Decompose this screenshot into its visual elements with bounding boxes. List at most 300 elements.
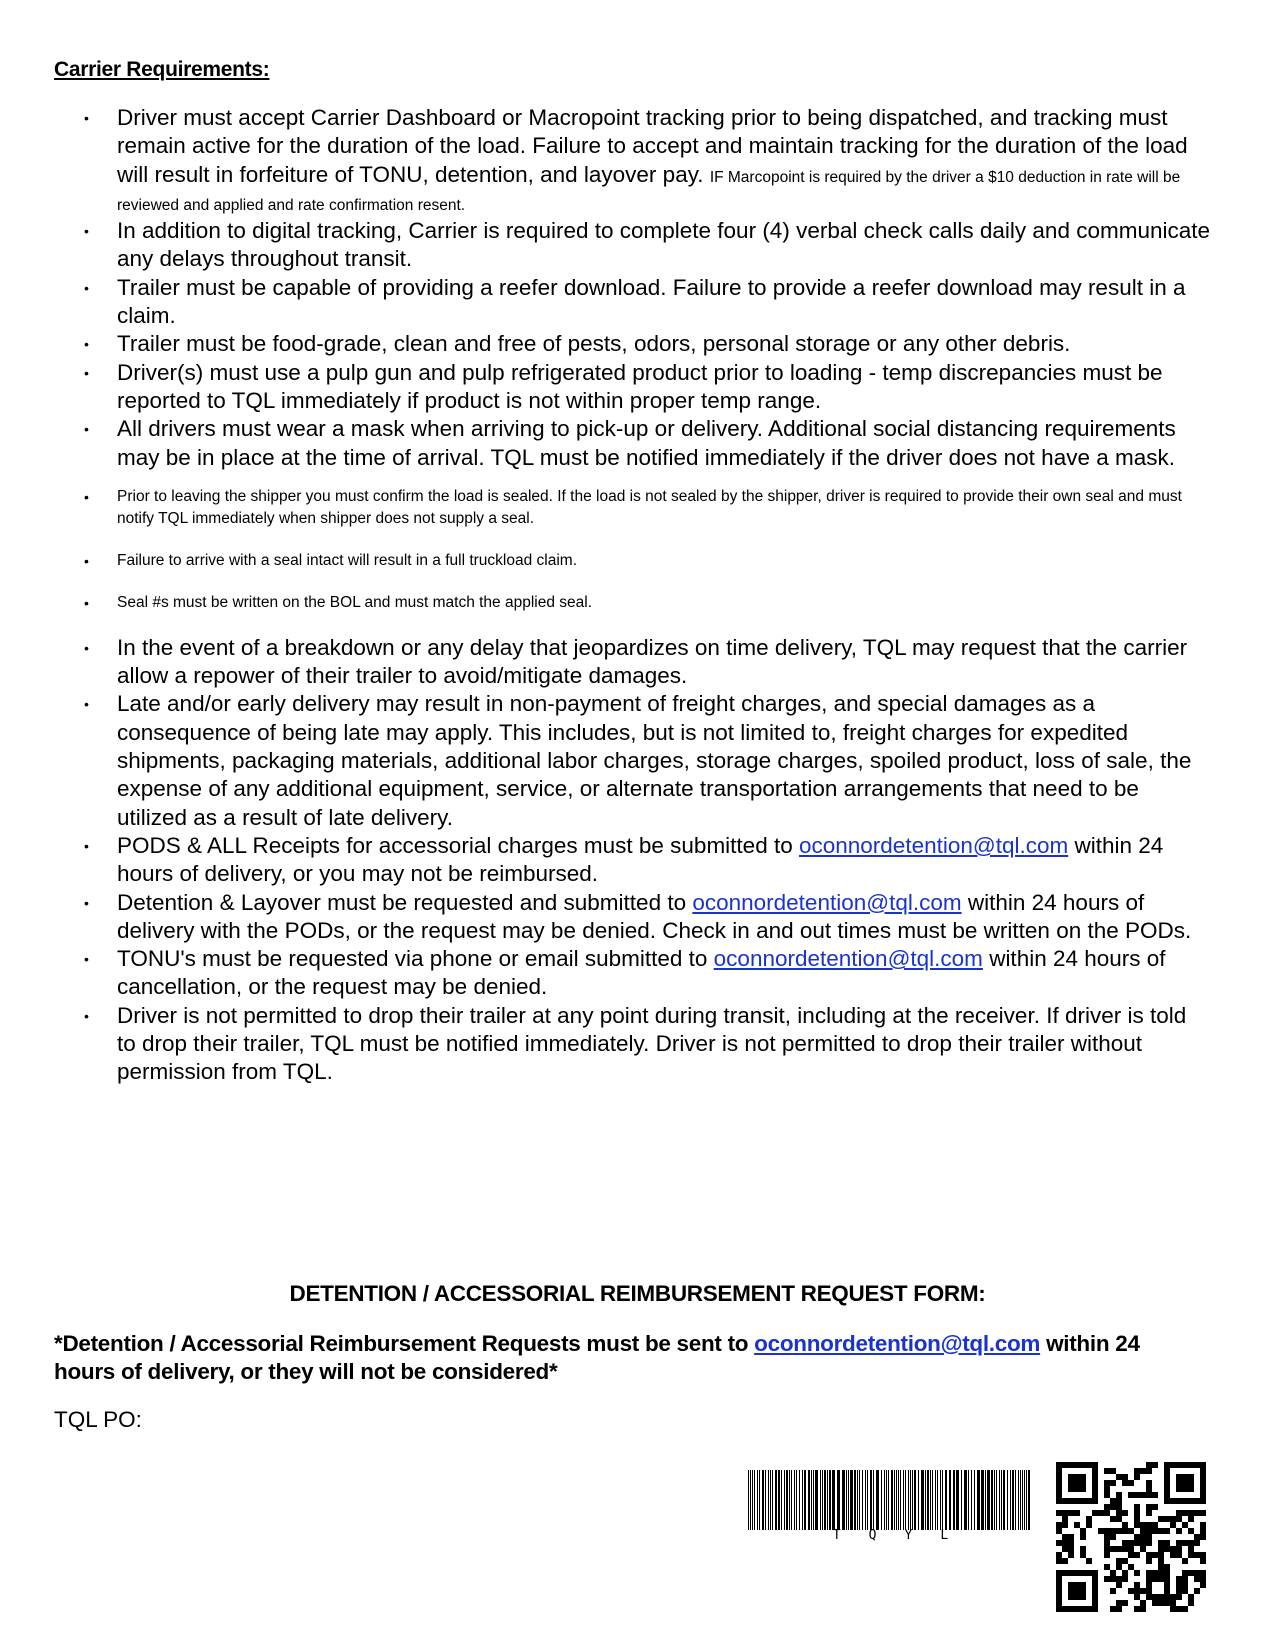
barcode-bar <box>757 1470 758 1530</box>
qr-module <box>1134 1504 1140 1510</box>
barcode-bar <box>772 1470 773 1530</box>
barcode-bar <box>796 1470 797 1530</box>
qr-module <box>1158 1576 1164 1582</box>
list-item: • Seal #s must be written on the BOL and must match the applied seal. <box>0 592 1210 614</box>
barcode-bar <box>808 1470 810 1530</box>
barcode <box>748 1470 1033 1530</box>
qr-module <box>1200 1522 1206 1528</box>
barcode-bar <box>850 1470 853 1530</box>
qr-module <box>1200 1570 1206 1576</box>
qr-module <box>1200 1558 1206 1564</box>
barcode-bar <box>968 1470 969 1530</box>
barcode-bar <box>804 1470 806 1530</box>
qr-module <box>1080 1546 1086 1552</box>
qr-module <box>1200 1576 1206 1582</box>
qr-module <box>1194 1510 1200 1516</box>
barcode-bar <box>949 1470 951 1530</box>
form-note-text: *Detention / Accessorial Reimbursement Requests must be sent to <box>54 1331 755 1356</box>
qr-module <box>1176 1576 1182 1582</box>
qr-module <box>1164 1540 1170 1546</box>
barcode-char: L <box>940 1528 949 1543</box>
requirement-text: TONU's must be requested via phone or email submitted to <box>117 946 714 972</box>
qr-module <box>1116 1528 1122 1534</box>
qr-module <box>1086 1558 1092 1564</box>
qr-module <box>1152 1492 1158 1498</box>
list-item: • Prior to leaving the shipper you must confirm the load is sealed. If the load is not sealed by the shipper, driver is required to provide their own seal and must notify TQL immediately when shipper does not supply a seal. <box>0 486 1210 530</box>
qr-module <box>1164 1516 1170 1522</box>
qr-module <box>1122 1576 1128 1582</box>
barcode-bar <box>894 1470 895 1530</box>
qr-module <box>1140 1468 1146 1474</box>
qr-module <box>1092 1510 1098 1516</box>
barcode-bar <box>996 1470 997 1530</box>
qr-module <box>1062 1522 1068 1528</box>
qr-module <box>1176 1588 1182 1594</box>
barcode-bar <box>770 1470 771 1530</box>
qr-module <box>1122 1474 1128 1480</box>
barcode-bar <box>1026 1470 1027 1530</box>
barcode-bar <box>791 1470 792 1530</box>
barcode-bar <box>1010 1470 1011 1530</box>
qr-module <box>1128 1588 1134 1594</box>
qr-module <box>1164 1528 1170 1534</box>
qr-module <box>1140 1522 1146 1528</box>
qr-module <box>1146 1594 1152 1600</box>
barcode-bar <box>848 1470 849 1530</box>
qr-module <box>1062 1516 1068 1522</box>
email-link[interactable]: oconnordetention@tql.com <box>798 832 1069 858</box>
barcode-bar <box>912 1470 913 1530</box>
qr-module <box>1170 1546 1176 1552</box>
qr-module <box>1152 1570 1158 1576</box>
qr-module <box>1134 1468 1140 1474</box>
qr-module <box>1074 1522 1080 1528</box>
qr-module <box>1110 1570 1116 1576</box>
qr-module <box>1068 1510 1074 1516</box>
qr-module <box>1158 1552 1164 1558</box>
form-note <box>54 1330 1184 1386</box>
qr-module <box>1104 1504 1110 1510</box>
barcode-bar <box>1028 1470 1030 1530</box>
barcode-bar <box>903 1470 904 1530</box>
qr-module <box>1074 1510 1080 1516</box>
list-item: • In addition to digital tracking, Carrier is required to complete four (4) verbal check calls daily and communicate any delays throughout transit. <box>0 217 1210 274</box>
barcode-bar <box>842 1470 845 1530</box>
qr-module <box>1188 1540 1194 1546</box>
qr-module <box>1134 1588 1140 1594</box>
qr-module <box>1200 1552 1206 1558</box>
qr-module <box>1140 1528 1146 1534</box>
qr-module <box>1140 1540 1146 1546</box>
barcode-bar <box>765 1470 766 1530</box>
qr-module <box>1140 1606 1146 1612</box>
qr-module <box>1122 1480 1128 1486</box>
qr-module <box>1176 1510 1182 1516</box>
qr-module <box>1188 1552 1194 1558</box>
barcode-bar <box>859 1470 860 1530</box>
barcode-bar <box>896 1470 897 1530</box>
barcode-bar <box>867 1470 868 1530</box>
barcode-bar <box>884 1470 885 1530</box>
requirement-fine-print: IF Marcopoint is required by the driver a $10 deduction in rate will be reviewed and applied and rate confirmation resent. <box>117 168 1181 214</box>
section-heading: Carrier Requirements: <box>54 58 270 81</box>
barcode-bar <box>898 1470 899 1530</box>
qr-module <box>1194 1588 1200 1594</box>
barcode-bar <box>1018 1470 1019 1530</box>
qr-module <box>1146 1588 1152 1594</box>
qr-module <box>1152 1594 1158 1600</box>
qr-module <box>1170 1516 1176 1522</box>
barcode-bar <box>994 1470 995 1530</box>
qr-module <box>1152 1462 1158 1468</box>
qr-module <box>1176 1516 1182 1522</box>
qr-module <box>1116 1606 1122 1612</box>
barcode-bar <box>846 1470 847 1530</box>
qr-module <box>1110 1480 1116 1486</box>
qr-module <box>1110 1504 1116 1510</box>
barcode-bar <box>786 1470 788 1530</box>
qr-module <box>1170 1522 1176 1528</box>
barcode-bar <box>927 1470 929 1530</box>
qr-module <box>1134 1582 1140 1588</box>
qr-module <box>1056 1540 1062 1546</box>
qr-module <box>1134 1552 1140 1558</box>
qr-module <box>1104 1468 1110 1474</box>
barcode-bar <box>1020 1470 1021 1530</box>
qr-module <box>1140 1600 1146 1606</box>
barcode-bar <box>862 1470 863 1530</box>
barcode-bar <box>981 1470 984 1530</box>
barcode-bar <box>910 1470 911 1530</box>
qr-module <box>1146 1540 1152 1546</box>
qr-module <box>1146 1462 1152 1468</box>
barcode-bar <box>961 1470 962 1530</box>
barcode-bar <box>985 1470 986 1530</box>
list-item <box>0 889 1210 946</box>
qr-module <box>1182 1558 1188 1564</box>
qr-module <box>1158 1558 1164 1564</box>
qr-module <box>1146 1558 1152 1564</box>
list-item <box>0 832 1210 889</box>
barcode-bar <box>905 1470 906 1530</box>
qr-module <box>1164 1588 1170 1594</box>
barcode-bar <box>1012 1470 1014 1530</box>
qr-module <box>1140 1546 1146 1552</box>
barcode-bar <box>935 1470 936 1530</box>
barcode-bar <box>956 1470 959 1530</box>
qr-module <box>1194 1540 1200 1546</box>
barcode-bar <box>977 1470 980 1530</box>
qr-module <box>1146 1552 1152 1558</box>
barcode-bar <box>854 1470 856 1530</box>
qr-module <box>1062 1546 1068 1552</box>
qr-module <box>1188 1516 1194 1522</box>
qr-module <box>1182 1576 1188 1582</box>
requirements-list <box>0 104 1210 1087</box>
barcode-bar <box>832 1470 835 1530</box>
list-item: • Driver is not permitted to drop their trailer at any point during transit, including at the receiver. If driver is told to drop their trailer, TQL must be notified immediately. Driver is not permitted to drop their trailer without permission from TQL. <box>0 1002 1210 1087</box>
qr-module <box>1116 1576 1122 1582</box>
qr-module <box>1116 1474 1122 1480</box>
qr-module <box>1188 1570 1194 1576</box>
qr-module <box>1188 1594 1194 1600</box>
qr-module <box>1110 1534 1116 1540</box>
qr-module <box>1128 1540 1134 1546</box>
qr-module <box>1170 1606 1176 1612</box>
qr-module <box>1164 1600 1170 1606</box>
email-link[interactable]: oconnordetention@tql.com <box>754 1331 1041 1356</box>
qr-module <box>1104 1546 1110 1552</box>
qr-module <box>1068 1534 1074 1540</box>
qr-module <box>1134 1522 1140 1528</box>
barcode-bar <box>794 1470 795 1530</box>
qr-module <box>1122 1528 1128 1534</box>
barcode-bar <box>937 1470 938 1530</box>
qr-module <box>1164 1564 1170 1570</box>
qr-module <box>1158 1540 1164 1546</box>
qr-module <box>1164 1576 1170 1582</box>
barcode-bar <box>789 1470 790 1530</box>
qr-module <box>1056 1528 1062 1534</box>
barcode-bar <box>873 1470 874 1530</box>
barcode-bar <box>987 1470 990 1530</box>
barcode-bar <box>781 1470 782 1530</box>
qr-module <box>1176 1540 1182 1546</box>
qr-module <box>1146 1570 1152 1576</box>
qr-module <box>1122 1546 1128 1552</box>
qr-module <box>1170 1594 1176 1600</box>
qr-module <box>1116 1546 1122 1552</box>
list-item: • Failure to arrive with a seal intact will result in a full truckload claim. <box>0 550 1210 572</box>
qr-module <box>1176 1552 1182 1558</box>
qr-module <box>1134 1540 1140 1546</box>
qr-module <box>1104 1510 1110 1516</box>
list-item: • In the event of a breakdown or any delay that jeopardizes on time delivery, TQL may request that the carrier allow a repower of their trailer to avoid/mitigate damages. <box>0 634 1210 691</box>
qr-module <box>1122 1540 1128 1546</box>
qr-module <box>1104 1480 1110 1486</box>
barcode-bar <box>971 1470 972 1530</box>
qr-module <box>1134 1570 1140 1576</box>
qr-module <box>1146 1522 1152 1528</box>
barcode-bar <box>824 1470 826 1530</box>
barcode-bar <box>908 1470 909 1530</box>
qr-module <box>1182 1588 1188 1594</box>
qr-module <box>1116 1516 1122 1522</box>
qr-module <box>1056 1510 1062 1516</box>
barcode-bar <box>829 1470 831 1530</box>
qr-module <box>1158 1570 1164 1576</box>
qr-module <box>1128 1552 1134 1558</box>
qr-module <box>1116 1582 1122 1588</box>
qr-module <box>1056 1522 1062 1528</box>
barcode-bar <box>1001 1470 1002 1530</box>
qr-module <box>1158 1594 1164 1600</box>
qr-module <box>1158 1546 1164 1552</box>
qr-module <box>1164 1546 1170 1552</box>
barcode-bar <box>820 1470 821 1530</box>
barcode-bar <box>750 1470 751 1530</box>
qr-module <box>1146 1510 1152 1516</box>
barcode-bar <box>881 1470 882 1530</box>
tql-po-label: TQL PO: <box>54 1407 142 1432</box>
email-link[interactable]: oconnordetention@tql.com <box>713 946 983 972</box>
qr-module <box>1194 1576 1200 1582</box>
barcode-bar <box>918 1470 919 1530</box>
requirement-text: Detention & Layover must be requested and submitted to <box>117 889 693 915</box>
qr-module <box>1116 1492 1122 1498</box>
barcode-bar <box>1015 1470 1016 1530</box>
barcode-char: T <box>832 1528 841 1543</box>
barcode-bar <box>930 1470 931 1530</box>
requirement-text: within 24 hours of delivery with the PODs, or the request may be denied. Check in and out times must be written on the PODs. <box>117 889 1192 943</box>
qr-module <box>1146 1528 1152 1534</box>
qr-module <box>1146 1504 1152 1510</box>
qr-module <box>1158 1516 1164 1522</box>
barcode-bar <box>775 1470 777 1530</box>
barcode-bar <box>925 1470 926 1530</box>
barcode-bar <box>784 1470 785 1530</box>
qr-module <box>1062 1558 1068 1564</box>
email-link[interactable]: oconnordetention@tql.com <box>692 889 962 915</box>
qr-module <box>1128 1528 1134 1534</box>
qr-module <box>1134 1594 1140 1600</box>
list-item: • Trailer must be capable of providing a reefer download. Failure to provide a reefer download may result in a claim. <box>0 274 1210 331</box>
qr-module <box>1056 1552 1062 1558</box>
list-item: • Trailer must be food-grade, clean and free of pests, odors, personal storage or any other debris. <box>0 330 1210 358</box>
requirement-text: Driver must accept Carrier Dashboard or Macropoint tracking prior to being dispatched, and tracking must remain active for the duration of the load. Failure to accept and maintain tracking for the duration of the load will result in forfeiture of TONU, detention, and layover pay. <box>117 105 1188 187</box>
barcode-bar <box>802 1470 803 1530</box>
barcode-bar <box>1024 1470 1025 1530</box>
qr-module <box>1146 1576 1152 1582</box>
qr-module <box>1110 1606 1116 1612</box>
qr-module <box>1200 1534 1206 1540</box>
qr-module <box>1134 1492 1140 1498</box>
qr-module <box>1146 1486 1152 1492</box>
barcode-bar <box>886 1470 887 1530</box>
list-item <box>0 104 1210 217</box>
barcode-bar <box>752 1470 753 1530</box>
qr-module <box>1122 1558 1128 1564</box>
qr-module <box>1164 1582 1170 1588</box>
barcode-char: Y <box>904 1528 913 1543</box>
qr-module <box>1128 1492 1134 1498</box>
barcode-bar <box>857 1470 858 1530</box>
qr-module <box>1152 1576 1158 1582</box>
qr-module <box>1110 1546 1116 1552</box>
qr-module <box>1062 1510 1068 1516</box>
qr-module <box>1098 1510 1104 1516</box>
barcode-bar <box>768 1470 769 1530</box>
qr-module <box>1116 1504 1122 1510</box>
list-item: • Driver(s) must use a pulp gun and pulp refrigerated product prior to loading - temp discrepancies must be reported to TQL immediately if product is not within proper temp range. <box>0 359 1210 416</box>
qr-module <box>1188 1600 1194 1606</box>
barcode-bar <box>870 1470 872 1530</box>
barcode-bar <box>815 1470 818 1530</box>
qr-module <box>1080 1534 1086 1540</box>
qr-module <box>1182 1540 1188 1546</box>
qr-module <box>1182 1522 1188 1528</box>
qr-module <box>1116 1564 1122 1570</box>
barcode-bar <box>748 1470 749 1530</box>
barcode-bar <box>914 1470 916 1530</box>
qr-module <box>1104 1528 1110 1534</box>
qr-module <box>1164 1570 1170 1576</box>
barcode-bar <box>827 1470 828 1530</box>
barcode-bar <box>940 1470 941 1530</box>
qr-module <box>1068 1540 1074 1546</box>
qr-module <box>1128 1480 1134 1486</box>
qr-module <box>1110 1468 1116 1474</box>
qr-module <box>1134 1510 1140 1516</box>
qr-module <box>1164 1594 1170 1600</box>
qr-module <box>1146 1480 1152 1486</box>
barcode-bar <box>1022 1470 1023 1530</box>
barcode-bar <box>811 1470 812 1530</box>
qr-module <box>1122 1600 1128 1606</box>
qr-module <box>1152 1600 1158 1606</box>
barcode-bar <box>876 1470 879 1530</box>
barcode-text <box>748 1528 1033 1543</box>
barcode-bar <box>932 1470 933 1530</box>
barcode-bar <box>813 1470 814 1530</box>
qr-module <box>1134 1516 1140 1522</box>
form-note-text: within 24 hours of delivery, or they will not be considered* <box>54 1331 1140 1384</box>
qr-module <box>1104 1540 1110 1546</box>
barcode-bar <box>759 1470 760 1530</box>
qr-module <box>1188 1546 1194 1552</box>
qr-module <box>1104 1492 1110 1498</box>
qr-module <box>1086 1522 1092 1528</box>
qr-module <box>1128 1564 1134 1570</box>
barcode-bar <box>953 1470 955 1530</box>
barcode-char: Q <box>868 1528 877 1543</box>
requirement-text: PODS & ALL Receipts for accessorial charges must be submitted to <box>117 832 799 858</box>
qr-module <box>1176 1582 1182 1588</box>
barcode-bar <box>754 1470 755 1530</box>
barcode-bar <box>822 1470 823 1530</box>
qr-module <box>1110 1528 1116 1534</box>
qr-module <box>1098 1528 1104 1534</box>
qr-module <box>1068 1552 1074 1558</box>
barcode-bar <box>865 1470 866 1530</box>
barcode-bar <box>837 1470 840 1530</box>
qr-module <box>1110 1498 1116 1504</box>
list-item: • All drivers must wear a mask when arriving to pick-up or delivery. Additional social distancing requirements may be in place at the time of arrival. TQL must be notified immediately if the driver does not have a mask. <box>0 415 1210 472</box>
qr-module <box>1110 1588 1116 1594</box>
qr-module <box>1176 1546 1182 1552</box>
qr-module <box>1146 1468 1152 1474</box>
qr-module <box>1182 1510 1188 1516</box>
qr-module <box>1200 1510 1206 1516</box>
barcode-bar <box>921 1470 924 1530</box>
requirement-text: within 24 hours of delivery, or you may not be reimbursed. <box>117 832 1164 887</box>
qr-code <box>1056 1462 1206 1612</box>
qr-module <box>1116 1558 1122 1564</box>
qr-module <box>1116 1600 1122 1606</box>
qr-module <box>1188 1510 1194 1516</box>
qr-module <box>1116 1498 1122 1504</box>
qr-module <box>1200 1582 1206 1588</box>
qr-module <box>1158 1600 1164 1606</box>
qr-module <box>1170 1552 1176 1558</box>
qr-module <box>1200 1528 1206 1534</box>
qr-module <box>1194 1534 1200 1540</box>
list-item <box>0 945 1210 1002</box>
requirement-text: within 24 hours of cancellation, or the request may be denied. <box>117 946 1166 1000</box>
qr-module <box>1182 1582 1188 1588</box>
qr-module <box>1104 1486 1110 1492</box>
qr-module <box>1080 1552 1086 1558</box>
